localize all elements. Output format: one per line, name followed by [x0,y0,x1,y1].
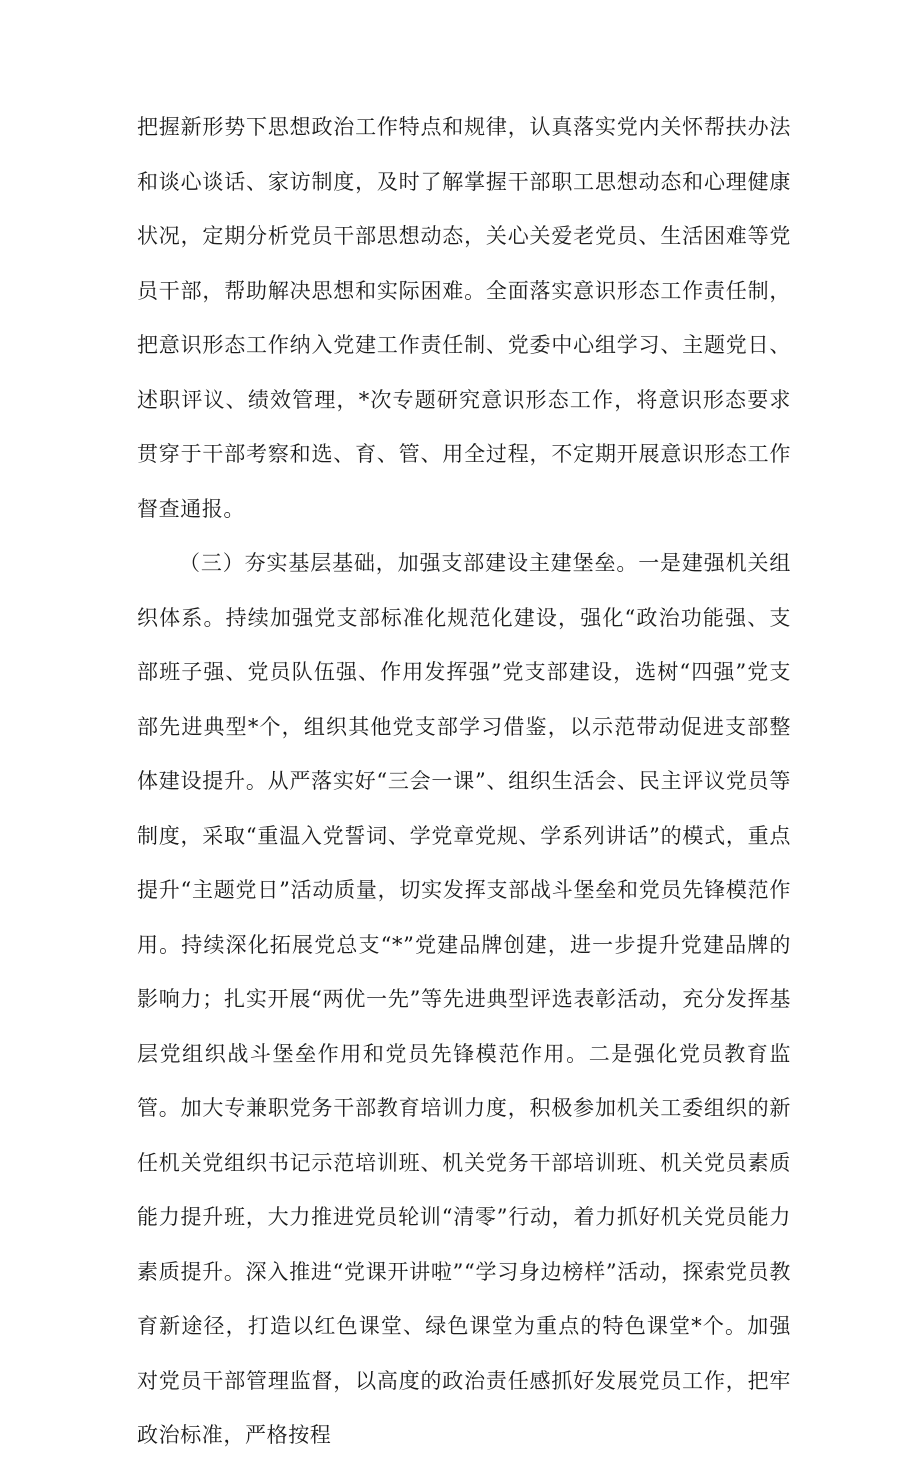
paragraph-continued: 把握新形势下思想政治工作特点和规律，认真落实党内关怀帮扶办法和谈心谈话、家访制度，及时了解掌握干部职工思想动态和心理健康状况，定期分析党员干部思想动态，关心关爱老党员、生活困难等党员干部，帮助解决思想和实际困难。全面落实意识形态工作责任制，把意识形态工作纳入党建工作责任制、党委中心组学习、主题党日、述职评议、绩效管理，*次专题研究意识形态工作，将意识形态要求贯穿于干部考察和选、育、管、用全过程，不定期开展意识形态工作督查通报。 [137,115,791,521]
paragraph-section-three: （三）夯实基层基础，加强支部建设主建堡垒。一是建强机关组织体系。持续加强党支部标准化规范化建设，强化“政治功能强、支部班子强、党员队伍强、作用发挥强”党支部建设，选树“四强”党支部先进典型*个，组织其他党支部学习借鉴，以示范带动促进支部整体建设提升。从严落实好“三会一课”、组织生活会、民主评议党员等制度，采取“重温入党誓词、学党章党规、学系列讲话”的模式，重点提升“主题党日”活动质量，切实发挥支部战斗堡垒和党员先锋模范作用。持续深化拓展党总支“*”党建品牌创建，进一步提升党建品牌的影响力；扎实开展“两优一先”等先进典型评选表彰活动，充分发挥基层党组织战斗堡垒作用和党员先锋模范作用。二是强化党员教育监管。加大专兼职党务干部教育培训力度，积极参加机关工委组织的新任机关党组织书记示范培训班、机关党务干部培训班、机关党员素质能力提升班，大力推进党员轮训“清零”行动，着力抓好机关党员能力素质提升。深入推进“党课开讲啦”“学习身边榜样”活动，探索党员教育新途径，打造以红色课堂、绿色课堂为重点的特色课堂*个。加强对党员干部管理监督，以高度的政治责任感抓好发展党员工作，把牢政治标准，严格按程 [137,551,791,1447]
document-body [137,100,791,1463]
